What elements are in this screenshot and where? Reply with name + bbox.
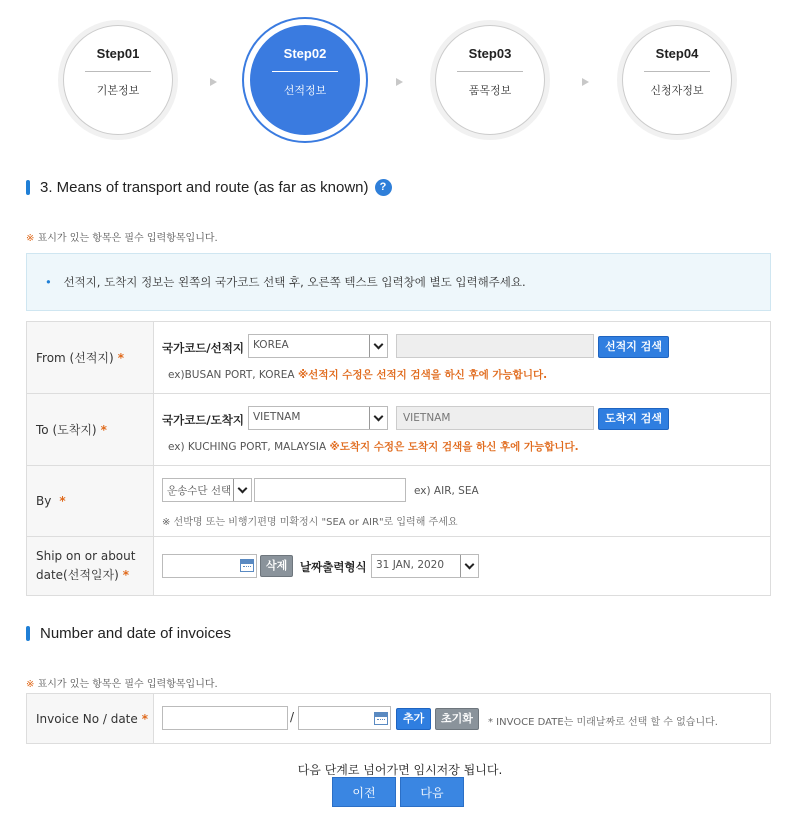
section-title-text: Number and date of invoices bbox=[40, 625, 231, 642]
step-arrow-icon bbox=[210, 78, 217, 86]
from-country-value: KOREA bbox=[253, 339, 289, 351]
info-box bbox=[26, 253, 771, 311]
step-1-number: Step01 bbox=[96, 46, 140, 61]
chevron-down-icon bbox=[369, 335, 387, 357]
required-star: * bbox=[100, 423, 107, 437]
step-arrow-icon bbox=[396, 78, 403, 86]
section-title-transport bbox=[26, 179, 392, 196]
row-to bbox=[27, 394, 771, 466]
required-mark: ※ bbox=[26, 233, 35, 244]
required-mark: ※ bbox=[26, 679, 35, 690]
row-from bbox=[27, 322, 771, 394]
section-bar bbox=[26, 626, 30, 641]
by-label: By bbox=[36, 494, 52, 508]
ship-date-label-line2: date(선적일자) bbox=[36, 568, 119, 582]
required-note-text: 표시가 있는 항목은 필수 입력항목입니다. bbox=[37, 679, 218, 690]
by-label-cell bbox=[27, 466, 154, 537]
from-search-button[interactable]: 선적지 검색 bbox=[598, 336, 669, 358]
date-format-select[interactable] bbox=[371, 554, 479, 578]
required-star: * bbox=[141, 711, 149, 726]
step-2-current bbox=[250, 25, 360, 135]
row-invoice bbox=[27, 694, 771, 744]
prev-button[interactable]: 이전 bbox=[332, 777, 396, 807]
to-value-cell bbox=[154, 394, 771, 466]
step-divider bbox=[644, 71, 710, 72]
chevron-down-icon bbox=[369, 407, 387, 429]
ship-date-label-line1: Ship on or about bbox=[36, 549, 136, 563]
step-1 bbox=[63, 25, 173, 135]
vessel-name-input[interactable] bbox=[254, 478, 406, 502]
step-2-number: Step02 bbox=[283, 46, 327, 61]
to-search-button[interactable]: 도착지 검색 bbox=[598, 408, 669, 430]
required-star: * bbox=[117, 351, 124, 365]
to-field-label: 국가코드/도착지 bbox=[162, 413, 244, 427]
invoice-separator: / bbox=[290, 710, 295, 724]
to-warning: ※도착지 수정은 도착지 검색을 하신 후에 가능합니다. bbox=[329, 441, 579, 453]
next-button[interactable]: 다음 bbox=[400, 777, 464, 807]
from-warning: ※선적지 수정은 선적지 검색을 하신 후에 가능합니다. bbox=[297, 369, 548, 381]
from-value-cell bbox=[154, 322, 771, 394]
to-example-text: ex) KUCHING PORT, MALAYSIA bbox=[168, 441, 327, 453]
step-divider bbox=[457, 71, 523, 72]
required-note bbox=[26, 229, 218, 244]
from-port-input[interactable] bbox=[396, 334, 594, 358]
invoice-reset-button[interactable]: 초기화 bbox=[435, 708, 479, 730]
by-note: ※ 선박명 또는 비행기편명 미확정시 "SEA or AIR"로 입력해 주세요 bbox=[162, 517, 458, 528]
chevron-down-icon bbox=[460, 555, 478, 577]
ship-date-delete-button[interactable]: 삭제 bbox=[260, 555, 293, 577]
required-note bbox=[26, 675, 218, 690]
section-title-text: 3. Means of transport and route (as far as known) bbox=[40, 179, 369, 196]
invoice-form-table bbox=[26, 693, 771, 744]
transport-form-table bbox=[26, 321, 771, 596]
by-value-cell bbox=[154, 466, 771, 537]
transport-mode-select[interactable] bbox=[162, 478, 252, 502]
to-example bbox=[168, 439, 579, 454]
to-country-select[interactable] bbox=[248, 406, 388, 430]
step-progress bbox=[0, 0, 800, 160]
invoice-note: * INVOCE DATE는 미래날짜로 선택 할 수 없습니다. bbox=[488, 717, 718, 728]
required-star: * bbox=[59, 494, 66, 508]
help-icon[interactable]: ? bbox=[375, 179, 392, 196]
bullet-icon: • bbox=[45, 275, 52, 289]
from-label-cell bbox=[27, 322, 154, 394]
step-2-label: 선적정보 bbox=[283, 84, 327, 97]
row-by bbox=[27, 466, 771, 537]
transport-mode-value: 운송수단 선택 bbox=[167, 485, 232, 497]
step-4 bbox=[622, 25, 732, 135]
date-format-value: 31 JAN, 2020 bbox=[376, 559, 445, 571]
step-3-number: Step03 bbox=[468, 46, 512, 61]
by-example: ex) AIR, SEA bbox=[414, 485, 479, 497]
invoice-label-cell bbox=[27, 694, 154, 744]
chevron-down-icon bbox=[233, 479, 251, 501]
ship-date-label-cell bbox=[27, 537, 154, 596]
row-ship-date bbox=[27, 537, 771, 596]
step-divider bbox=[272, 71, 338, 72]
invoice-no-input[interactable] bbox=[162, 706, 288, 730]
step-4-label: 신청자정보 bbox=[650, 84, 704, 97]
step-3-label: 품목정보 bbox=[468, 84, 512, 97]
step-3 bbox=[435, 25, 545, 135]
section-bar bbox=[26, 180, 30, 195]
from-example bbox=[168, 367, 547, 382]
step-divider bbox=[85, 71, 151, 72]
invoice-value-cell bbox=[154, 694, 771, 744]
required-note-text: 표시가 있는 항목은 필수 입력항목입니다. bbox=[37, 233, 218, 244]
from-label: From (선적지) bbox=[36, 351, 114, 365]
invoice-add-button[interactable]: 추가 bbox=[396, 708, 431, 730]
to-label-cell bbox=[27, 394, 154, 466]
from-country-select[interactable] bbox=[248, 334, 388, 358]
info-text: 선적지, 도착지 정보는 왼쪽의 국가코드 선택 후, 오른쪽 텍스트 입력창에 별도 입력해주세요. bbox=[63, 275, 526, 289]
step-4-number: Step04 bbox=[655, 46, 699, 61]
step-1-label: 기본정보 bbox=[96, 84, 140, 97]
invoice-label: Invoice No / date bbox=[36, 711, 138, 726]
calendar-icon[interactable] bbox=[374, 712, 388, 725]
to-country-value: VIETNAM bbox=[253, 411, 301, 423]
step-arrow-icon bbox=[582, 78, 589, 86]
date-format-label: 날짜출력형식 bbox=[300, 560, 367, 574]
ship-date-value-cell bbox=[154, 537, 771, 596]
section-title-invoices bbox=[26, 625, 231, 642]
required-star: * bbox=[122, 568, 130, 582]
to-label: To (도착지) bbox=[36, 423, 97, 437]
from-field-label: 국가코드/선적지 bbox=[162, 341, 244, 355]
calendar-icon[interactable] bbox=[240, 559, 254, 572]
footer-note: 다음 단계로 넘어가면 임시저장 됩니다. bbox=[297, 763, 503, 777]
to-port-input[interactable]: VIETNAM bbox=[396, 406, 594, 430]
from-example-text: ex)BUSAN PORT, KOREA bbox=[168, 369, 295, 381]
